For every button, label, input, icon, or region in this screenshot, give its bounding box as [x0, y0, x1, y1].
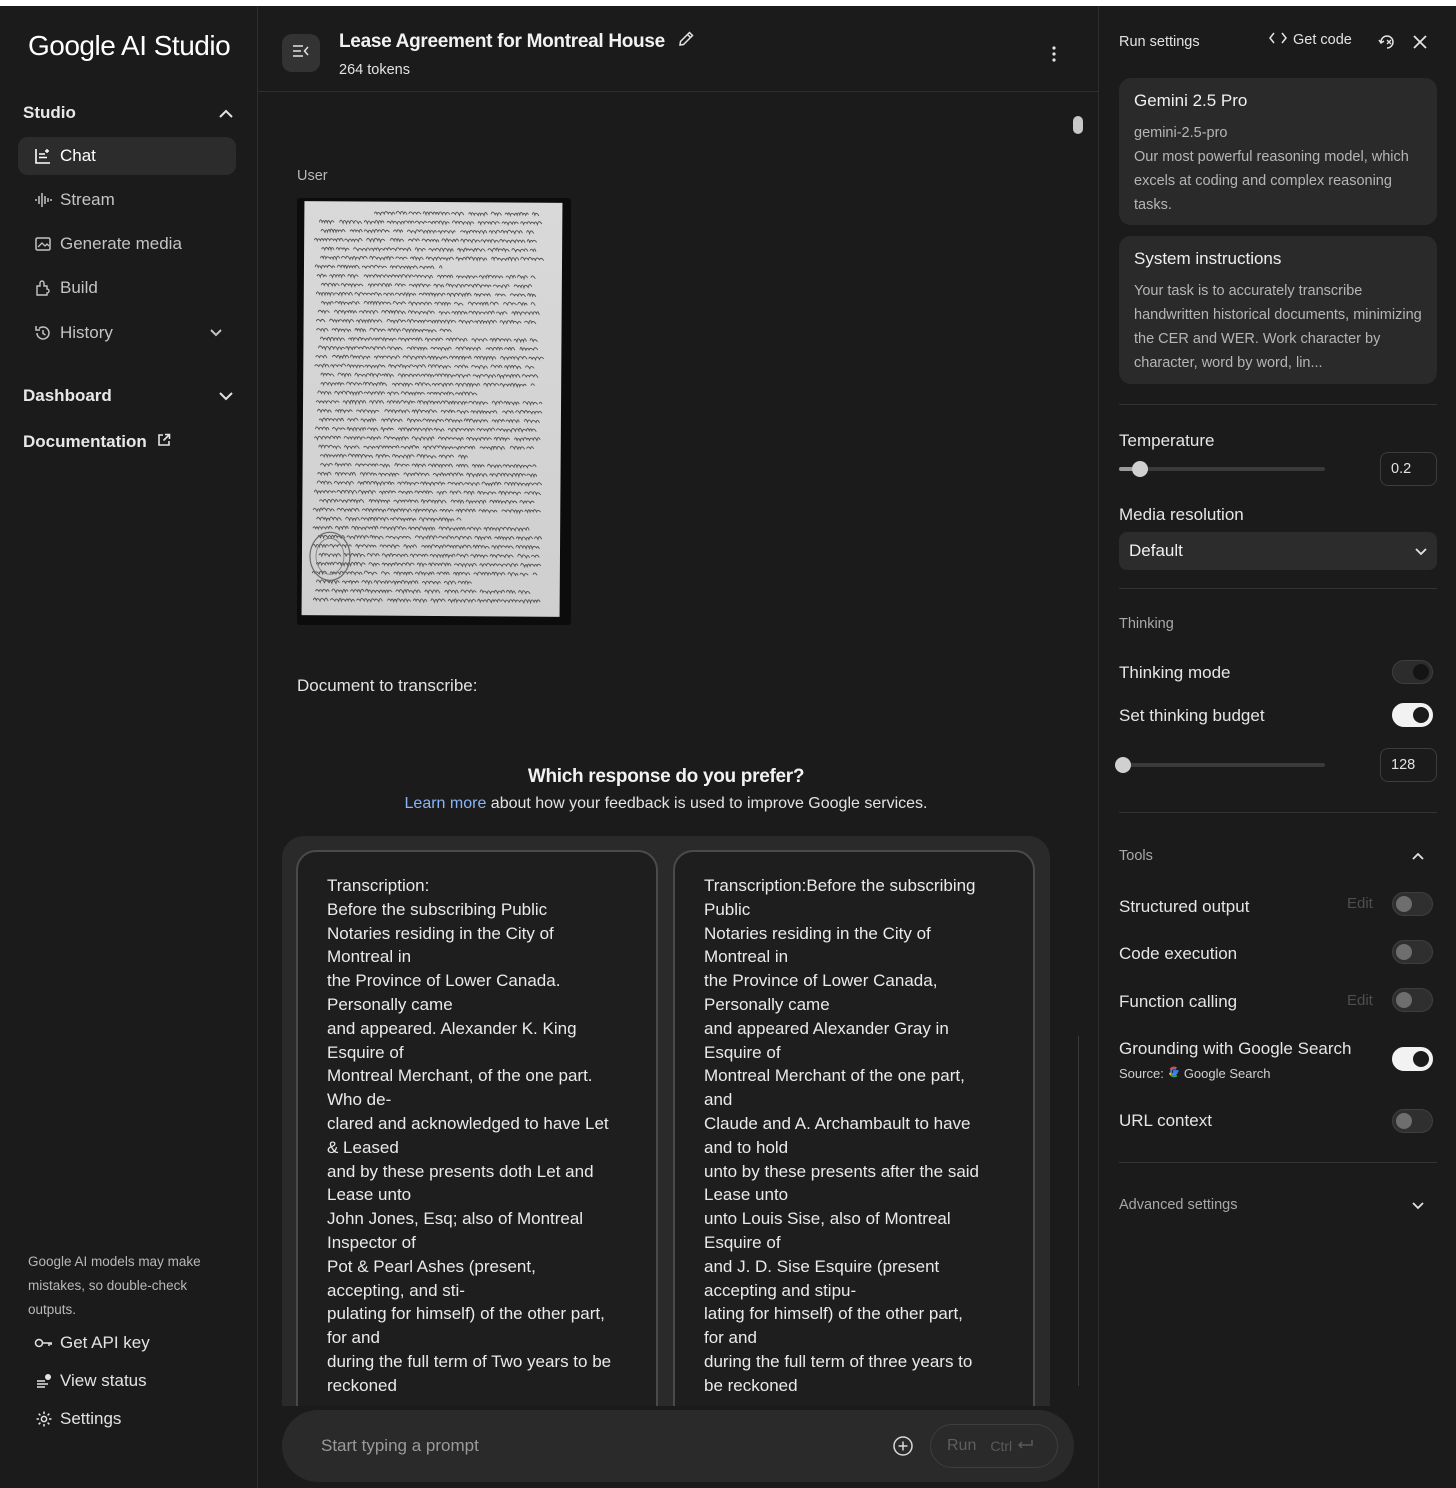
thinking-mode-toggle[interactable]: [1392, 660, 1433, 684]
media-resolution-label: Media resolution: [1119, 505, 1244, 524]
sidebar-item-label: Generate media: [60, 234, 182, 253]
thinking-budget-slider[interactable]: [1119, 763, 1325, 767]
response-line: John Jones, Esq; also of Montreal: [327, 1209, 584, 1229]
preference-subtext: [258, 795, 1074, 813]
key-icon: [34, 1333, 54, 1353]
documentation-label: Documentation: [23, 432, 147, 451]
build-icon: [34, 279, 52, 297]
response-line: Before the subscribing Public: [327, 899, 548, 919]
response-line: the Province of Lower Canada,: [704, 971, 938, 991]
model-id: gemini-2.5-pro: [1134, 125, 1228, 141]
response-line: and appeared. Alexander K. King: [327, 1018, 577, 1038]
view-status-link[interactable]: [34, 1369, 147, 1393]
advanced-settings-label: Advanced settings: [1119, 1197, 1238, 1213]
response-line: Personally came: [327, 994, 453, 1014]
sidebar: [0, 6, 258, 1488]
response-line: lating for himself) of the other part,: [704, 1304, 963, 1324]
response-line: clared and acknowledged to have Let: [327, 1113, 609, 1133]
response-a-card[interactable]: [296, 850, 658, 1406]
response-line: Esquire of: [704, 1232, 781, 1252]
get-code-button[interactable]: [1269, 32, 1352, 48]
preference-subtext-rest: about how your feedback is used to improve Google services.: [486, 795, 928, 812]
page-title: [339, 30, 695, 54]
collapse-sidebar-button[interactable]: [282, 34, 320, 72]
get-api-key-label: Get API key: [60, 1333, 150, 1352]
run-button[interactable]: [930, 1424, 1058, 1468]
app-logo[interactable]: Google AI Studio: [28, 30, 231, 61]
source-prefix: Source:: [1119, 1066, 1164, 1081]
response-line: unto by these presents after the said: [704, 1161, 980, 1181]
user-role-label: User: [297, 168, 328, 184]
function-calling-label: Function calling: [1119, 992, 1238, 1011]
menu-collapse-icon: [292, 44, 310, 63]
dashboard-section-label: Dashboard: [23, 386, 112, 405]
response-line: and appeared Alexander Gray in: [704, 1018, 949, 1038]
thinking-mode-label: Thinking mode: [1119, 663, 1231, 682]
response-line: accepting and stipu-: [704, 1280, 857, 1300]
stream-icon: [34, 191, 52, 209]
toggle-knob: [1396, 992, 1412, 1008]
grounding-source: [1119, 1066, 1271, 1081]
sidebar-item-label: Stream: [60, 190, 115, 209]
model-selector-card[interactable]: [1119, 78, 1437, 225]
chevron-down-icon[interactable]: [1411, 1199, 1425, 1213]
uploaded-document-image[interactable]: [297, 198, 571, 625]
divider: [1119, 1162, 1437, 1163]
response-line: and by these presents doth Let and: [327, 1161, 594, 1181]
response-line: Claude and A. Archambault to have: [704, 1113, 971, 1133]
system-instructions-title: System instructions: [1134, 249, 1282, 268]
run-settings-title: Run settings: [1119, 34, 1200, 50]
media-resolution-select[interactable]: [1119, 532, 1437, 570]
get-api-key-link[interactable]: [34, 1331, 150, 1355]
response-line: and: [704, 1090, 733, 1110]
response-line: Transcription:: [327, 876, 430, 895]
response-line: Notaries residing in the City of: [327, 923, 554, 943]
ctrl-key-label: Ctrl: [990, 1438, 1013, 1454]
handwriting-lines: [302, 201, 563, 617]
chevron-up-icon[interactable]: [1411, 849, 1425, 863]
response-a-text: [327, 874, 636, 1398]
tools-section-label: Tools: [1119, 848, 1153, 864]
response-b-card[interactable]: [673, 850, 1035, 1406]
response-line: Montreal Merchant, of the one part.: [327, 1066, 593, 1086]
sidebar-item-chat[interactable]: [18, 137, 236, 175]
plus-circle-icon: [892, 1444, 914, 1461]
temperature-slider-handle[interactable]: [1132, 461, 1148, 477]
code-icon: [1269, 32, 1287, 48]
close-icon[interactable]: [1410, 32, 1430, 52]
sidebar-item-label: Chat: [60, 146, 96, 165]
response-line: Esquire of: [327, 1042, 404, 1062]
response-line: during the full term of three years to: [704, 1351, 973, 1371]
edit-pencil-icon[interactable]: [677, 30, 695, 54]
model-description: Our most powerful reasoning model, which excels at coding and complex reasoning tasks.: [1134, 149, 1409, 213]
code-execution-label: Code execution: [1119, 944, 1238, 963]
documentation-link[interactable]: [23, 432, 171, 452]
response-b-text: [704, 874, 1013, 1398]
temperature-label: Temperature: [1119, 431, 1215, 450]
response-line: Lease unto: [704, 1185, 789, 1205]
toggle-knob: [1396, 944, 1412, 960]
thinking-budget-input[interactable]: 128: [1380, 748, 1437, 782]
temperature-slider[interactable]: [1119, 467, 1325, 471]
enter-key-icon: [1016, 1438, 1034, 1454]
response-line: for and: [704, 1328, 757, 1348]
grounding-label: Grounding with Google Search: [1119, 1039, 1352, 1058]
disclaimer-text: Google AI models may make mistakes, so double-check outputs.: [28, 1254, 201, 1317]
document-prompt-text: Document to transcribe:: [297, 676, 478, 695]
add-media-button[interactable]: [892, 1435, 914, 1457]
sidebar-item-history[interactable]: [18, 314, 236, 352]
media-resolution-value: Default: [1129, 541, 1183, 560]
chat-main: [258, 6, 1098, 1488]
chevron-up-icon: [219, 106, 233, 120]
response-line: pulating for himself) of the other part,: [327, 1304, 605, 1324]
sidebar-item-stream[interactable]: [18, 181, 236, 219]
app-window: [0, 6, 1456, 1488]
temperature-input[interactable]: 0.2: [1380, 452, 1437, 486]
response-line: Montreal in: [704, 947, 789, 967]
view-status-label: View status: [60, 1371, 147, 1390]
google-g-icon: [1168, 1066, 1180, 1081]
preference-heading: Which response do you prefer?: [527, 766, 805, 787]
learn-more-link[interactable]: Learn more: [404, 795, 487, 812]
chat-scroll-track: [1078, 1036, 1079, 1386]
prompt-input[interactable]: Start typing a prompt: [321, 1436, 479, 1455]
toggle-knob: [1396, 896, 1412, 912]
response-line: Personally came: [704, 994, 830, 1014]
response-line: during the full term of Two years to be: [327, 1351, 612, 1371]
response-line: Esquire of: [704, 1042, 781, 1062]
sidebar-item-label: History: [60, 323, 113, 342]
code-execution-toggle[interactable]: [1392, 940, 1433, 964]
url-context-toggle[interactable]: [1392, 1109, 1433, 1133]
sidebar-item-generate-media[interactable]: [18, 225, 236, 263]
model-name: Gemini 2.5 Pro: [1134, 91, 1248, 110]
response-line: be reckoned: [704, 1375, 798, 1395]
response-line: for and: [327, 1328, 380, 1348]
response-line: unto Louis Sise, also of Montreal: [704, 1209, 951, 1229]
function-calling-edit-link[interactable]: Edit: [1347, 992, 1373, 1009]
gear-icon: [34, 1409, 54, 1429]
dashboard-section-toggle[interactable]: [23, 382, 233, 410]
response-line: Montreal in: [327, 947, 412, 967]
settings-link[interactable]: [34, 1407, 121, 1431]
chevron-down-icon: [210, 326, 224, 340]
response-line: Who de-: [327, 1090, 392, 1110]
response-line: the Province of Lower Canada.: [327, 971, 561, 991]
url-context-label: URL context: [1119, 1111, 1212, 1130]
toggle-knob: [1396, 1113, 1412, 1129]
thinking-budget-slider-handle[interactable]: [1115, 757, 1131, 773]
response-line: Pot & Pearl Ashes (present,: [327, 1256, 536, 1276]
chat-header: [258, 6, 1098, 92]
grounding-toggle[interactable]: [1392, 1047, 1433, 1071]
chat-scrollbar[interactable]: [1073, 116, 1083, 134]
function-calling-toggle[interactable]: [1392, 988, 1433, 1012]
external-link-icon: [157, 432, 171, 452]
studio-section-toggle[interactable]: [23, 99, 233, 127]
divider: [1119, 812, 1437, 813]
get-code-label: Get code: [1293, 32, 1352, 48]
structured-output-edit-link[interactable]: Edit: [1347, 895, 1373, 912]
token-count: 264 tokens: [339, 62, 410, 78]
handwritten-page: [302, 201, 563, 617]
run-shortcut: [990, 1438, 1034, 1454]
prompt-title: Lease Agreement for Montreal House: [339, 31, 665, 52]
divider: [1119, 588, 1437, 589]
history-icon: [34, 324, 52, 342]
reset-settings-icon[interactable]: [1377, 32, 1397, 52]
response-line: Transcription:Before the subscribing: [704, 876, 976, 895]
structured-output-label: Structured output: [1119, 897, 1250, 916]
thinking-budget-toggle[interactable]: [1392, 703, 1433, 727]
response-line: & Leased: [327, 1137, 399, 1157]
system-instructions-text: Your task is to accurately transcribe handwritten historical documents, minimizing the CER and WER. Work character by character, word by word, lin...: [1134, 283, 1422, 371]
chevron-down-icon: [1415, 541, 1427, 561]
toggle-knob: [1413, 707, 1429, 723]
sidebar-item-label: Build: [60, 278, 98, 297]
divider: [1119, 404, 1437, 405]
response-line: and J. D. Sise Esquire (present: [704, 1256, 940, 1276]
response-line: and to hold: [704, 1137, 789, 1157]
source-name: Google Search: [1183, 1066, 1271, 1081]
more-options-icon[interactable]: [1044, 42, 1064, 66]
response-line: Public: [704, 899, 751, 919]
run-settings-panel: [1098, 6, 1456, 1488]
sidebar-item-build[interactable]: [18, 269, 236, 307]
structured-output-toggle[interactable]: [1392, 892, 1433, 916]
chevron-down-icon: [219, 389, 233, 403]
media-icon: [34, 235, 52, 253]
response-comparison: [282, 836, 1050, 1406]
status-icon: [34, 1371, 54, 1391]
response-line: Montreal Merchant of the one part,: [704, 1066, 965, 1086]
run-label: Run: [947, 1437, 977, 1454]
response-line: Notaries residing in the City of: [704, 923, 931, 943]
toggle-knob: [1413, 1051, 1429, 1067]
toggle-knob: [1413, 664, 1429, 680]
settings-label: Settings: [60, 1409, 122, 1428]
studio-section-label: Studio: [23, 103, 76, 122]
thinking-budget-label: Set thinking budget: [1119, 706, 1265, 725]
response-line: accepting, and sti-: [327, 1280, 465, 1300]
response-line: reckoned: [327, 1375, 397, 1395]
system-instructions-card[interactable]: [1119, 236, 1437, 384]
response-line: Lease unto: [327, 1185, 412, 1205]
response-line: Inspector of: [327, 1232, 416, 1252]
thinking-section-label: Thinking: [1119, 616, 1174, 632]
chat-icon: [34, 147, 52, 165]
prompt-input-bar: [282, 1410, 1074, 1482]
